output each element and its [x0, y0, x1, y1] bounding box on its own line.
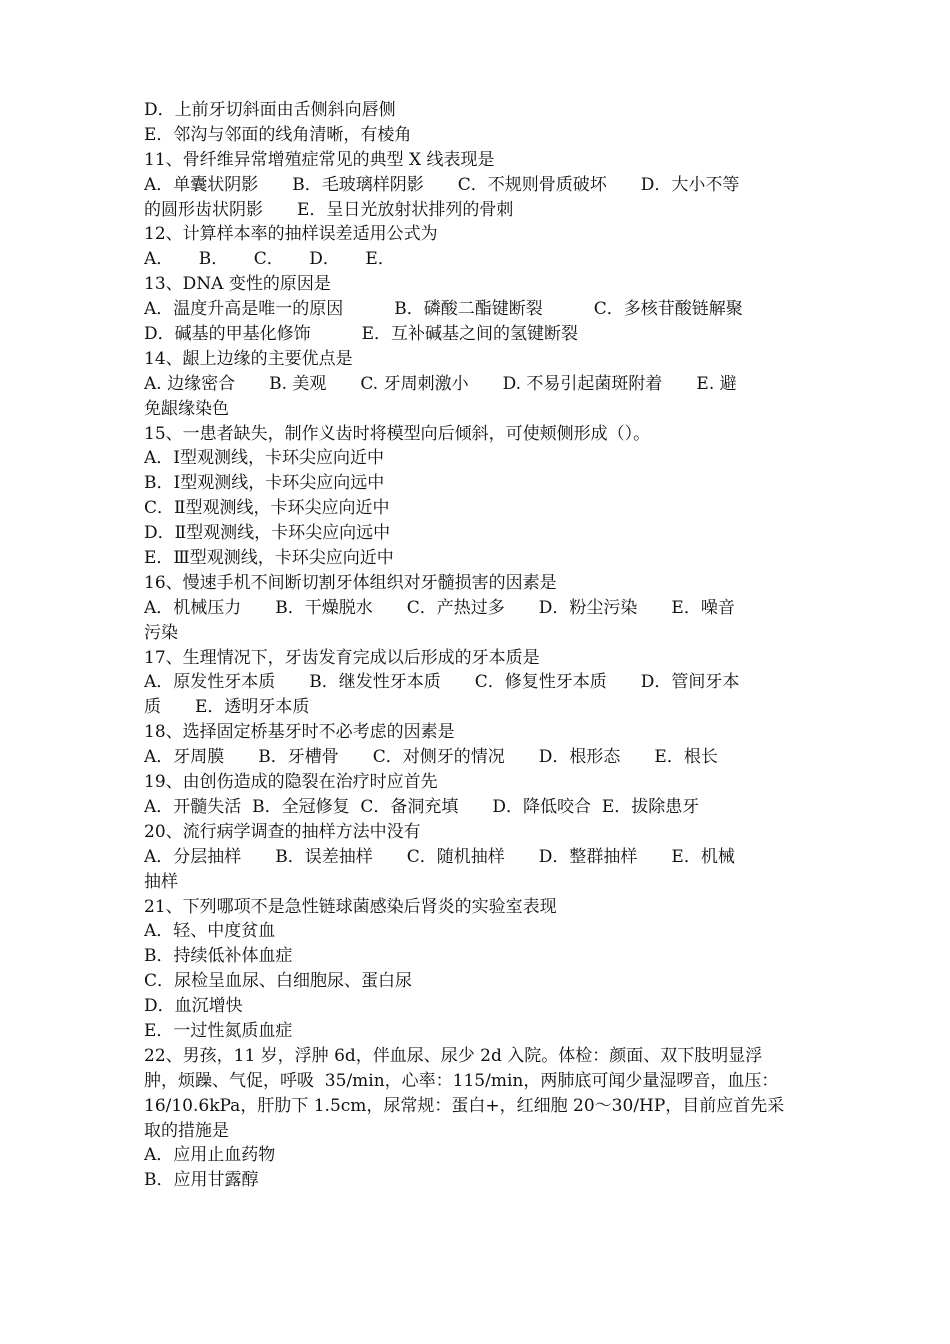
text-line: A．单囊状阴影 B．毛玻璃样阴影 C．不规则骨质破坏 D．大小不等 [144, 174, 740, 195]
text-line: A．温度升高是唯一的原因 B．磷酸二酯键断裂 C．多核苷酸链解聚 [144, 299, 743, 320]
question-stem: 13、DNA 变性的原因是 [144, 274, 331, 295]
text-line: A．分层抽样 B．误差抽样 C．随机抽样 D．整群抽样 E．机械 [144, 846, 735, 867]
question-stem: 11、骨纤维异常增殖症常见的典型 X 线表现是 [144, 149, 495, 170]
question-stem: 20、流行病学调查的抽样方法中没有 [144, 821, 421, 842]
text-line: A．应用止血药物 [144, 1145, 276, 1166]
text-line: C．Ⅱ型观测线，卡环尖应向近中 [144, 498, 390, 519]
question-stem: 16、慢速手机不间断切割牙体组织对牙髓损害的因素是 [144, 572, 557, 593]
text-line: A．Ⅰ型观测线，卡环尖应向近中 [144, 448, 384, 469]
text-line: D．上前牙切斜面由舌侧斜向唇侧 [144, 100, 396, 120]
text-line: 质 E．透明牙本质 [144, 697, 310, 718]
question-stem: 22、男孩，11 岁，浮肿 6d，伴血尿、尿少 2d 入院。体检：颜面、双下肢明显浮 [144, 1045, 763, 1066]
question-stem: 12、计算样本率的抽样误差适用公式为 [144, 224, 438, 245]
question-stem: 17、生理情况下，牙齿发育完成以后形成的牙本质是 [144, 647, 540, 668]
text-line: C．尿检呈血尿、白细胞尿、蛋白尿 [144, 971, 413, 992]
text-line: 污染 [144, 622, 178, 643]
text-line: B．应用甘露醇 [144, 1170, 259, 1191]
text-line: A．轻、中度贫血 [144, 921, 276, 942]
question-stem: 18、选择固定桥基牙时不必考虑的因素是 [144, 722, 455, 743]
text-line: A. 边缘密合 B. 美观 C. 牙周刺激小 D. 不易引起菌斑附着 E. 避 [144, 373, 737, 394]
text-line: B．持续低补体血症 [144, 946, 293, 967]
question-stem: 19、由创伤造成的隐裂在治疗时应首先 [144, 772, 438, 793]
text-line: D．血沉增快 [144, 996, 243, 1017]
text-line: A．开髓失活 B．全冠修复 C．备洞充填 D．降低咬合 E．拔除患牙 [144, 796, 700, 817]
text-line: A．牙周膜 B．牙槽骨 C．对侧牙的情况 D．根形态 E．根长 [144, 747, 718, 768]
text-line: D．碱基的甲基化修饰 E．互补碱基之间的氢键断裂 [144, 324, 579, 345]
text-line: A． B． C． D． E． [144, 249, 395, 270]
text-line: A．原发性牙本质 B．继发性牙本质 C．修复性牙本质 D．管间牙本 [144, 672, 740, 693]
text-line: D．Ⅱ型观测线，卡环尖应向远中 [144, 523, 391, 544]
question-stem: 15、一患者缺失，制作义齿时将模型向后倾斜，可使颊侧形成（）。 [144, 423, 651, 444]
text-line: B．Ⅰ型观测线，卡环尖应向远中 [144, 473, 385, 494]
question-stem: 21、下列哪项不是急性链球菌感染后肾炎的实验室表现 [144, 896, 557, 917]
document-page [144, 98, 812, 1193]
text-line: 的圆形齿状阴影 E．呈日光放射状排列的骨刺 [144, 199, 514, 220]
text-line: E．Ⅲ型观测线，卡环尖应向近中 [144, 548, 394, 569]
text-line: 16/10.6kPa，肝肋下 1.5cm，尿常规：蛋白+，红细胞 20～30/HP，目前应首先采 [144, 1095, 785, 1116]
text-line: 肿，烦躁、气促，呼吸 35/min，心率：115/min，两肺底可闻少量湿啰音，血压： [144, 1070, 779, 1091]
text-line: 免龈缘染色 [144, 398, 229, 419]
question-stem: 14、龈上边缘的主要优点是 [144, 348, 353, 369]
text-line: A．机械压力 B．干燥脱水 C．产热过多 D．粉尘污染 E．噪音 [144, 597, 735, 618]
text-line: 取的措施是 [144, 1120, 229, 1141]
text-line: E．一过性氮质血症 [144, 1020, 293, 1041]
text-line: E．邻沟与邻面的线角清晰，有棱角 [144, 124, 412, 145]
text-line: 抽样 [144, 871, 178, 892]
